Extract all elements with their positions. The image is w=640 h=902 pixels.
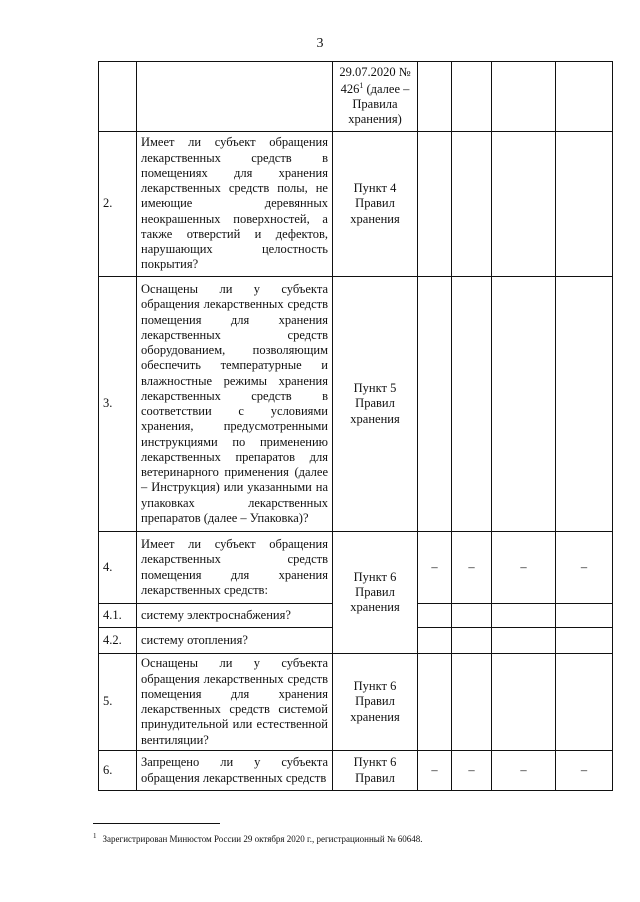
reference-cell: Пункт 6 Правил хранения [333, 532, 418, 654]
answer-cell [556, 604, 613, 628]
question-cell: Оснащены ли у субъекта обращения лекарственных средств помещения для хранения лекарственных средств оборудованием, позволяющим обеспечить температурные и влажностные режимы хранения лекарственных средств в соответствии с условиями хранения, предусмотренными инструкциями по применению лекарственных препаратов для ветеринарного применения (далее – Инструкция) или указанными на упаковках лекарственных препаратов (далее – Упаковка)? [137, 277, 333, 532]
footnote [93, 832, 422, 844]
answer-cell [492, 132, 556, 277]
row-number: 4. [99, 532, 137, 604]
answer-cell [556, 62, 613, 132]
answer-mark: – [556, 751, 613, 791]
question-cell: Имеет ли субъект обращения лекарственных средств в помещениях для хранения лекарственных средств полы, не имеющие деревянных неокрашенных поверхностей, а также отверстий и дефектов, нарушающих целостность покрытия? [137, 132, 333, 277]
answer-cell [418, 277, 452, 532]
answer-mark: – [418, 751, 452, 791]
footnote-ref: 1 [359, 80, 364, 90]
answer-cell [556, 277, 613, 532]
question-cell: Имеет ли субъект обращения лекарственных средств помещения для хранения лекарственных средств: [137, 532, 333, 604]
answer-cell [452, 62, 492, 132]
table-row-5 [99, 654, 613, 751]
reference-text: 29.07.2020 № 426 [339, 65, 411, 96]
answer-cell [556, 654, 613, 751]
question-cell: Оснащены ли у субъекта обращения лекарственных средств помещения для хранения лекарственных средств системой принудительной или естественной вентиляции? [137, 654, 333, 751]
reference-cell [333, 62, 418, 132]
reference-cell: Пункт 6 Правил [333, 751, 418, 791]
answer-cell [418, 132, 452, 277]
answer-mark: – [492, 751, 556, 791]
row-number [99, 62, 137, 132]
table-row-top [99, 62, 613, 132]
reference-cell: Пункт 4 Правил хранения [333, 132, 418, 277]
answer-cell [418, 654, 452, 751]
row-number: 2. [99, 132, 137, 277]
table-row-2 [99, 132, 613, 277]
answer-cell [492, 604, 556, 628]
question-cell [137, 62, 333, 132]
answer-cell [452, 654, 492, 751]
answer-cell [492, 628, 556, 654]
footnote-text: Зарегистрирован Минюстом России 29 октября 2020 г., регистрационный № 60648. [102, 834, 423, 844]
table-row-3 [99, 277, 613, 532]
answer-cell [492, 654, 556, 751]
question-cell: Запрещено ли у субъекта обращения лекарственных средств [137, 751, 333, 791]
answer-cell [452, 628, 492, 654]
table-row-4 [99, 532, 613, 604]
answer-cell [418, 628, 452, 654]
row-number: 5. [99, 654, 137, 751]
question-cell: систему отопления? [137, 628, 333, 654]
table-row-6 [99, 751, 613, 791]
answer-cell [452, 132, 492, 277]
answer-cell [492, 62, 556, 132]
answer-mark: – [556, 532, 613, 604]
reference-cell: Пункт 5 Правил хранения [333, 277, 418, 532]
answer-mark: – [452, 532, 492, 604]
answer-mark: – [492, 532, 556, 604]
answer-mark: – [452, 751, 492, 791]
reference-text-cont: (далее – Правила хранения) [348, 81, 410, 127]
row-number: 4.2. [99, 628, 137, 654]
row-number: 4.1. [99, 604, 137, 628]
answer-cell [556, 132, 613, 277]
row-number: 6. [99, 751, 137, 791]
answer-cell [418, 604, 452, 628]
answer-cell [418, 62, 452, 132]
question-cell: систему электроснабжения? [137, 604, 333, 628]
row-number: 3. [99, 277, 137, 532]
page-number: 3 [316, 36, 324, 51]
answer-mark: – [418, 532, 452, 604]
reference-cell: Пункт 6 Правил хранения [333, 654, 418, 751]
checklist-table [98, 61, 613, 791]
footnote-marker: 1 [93, 832, 97, 840]
answer-cell [556, 628, 613, 654]
answer-cell [492, 277, 556, 532]
answer-cell [452, 604, 492, 628]
answer-cell [452, 277, 492, 532]
footnote-divider [93, 823, 220, 824]
